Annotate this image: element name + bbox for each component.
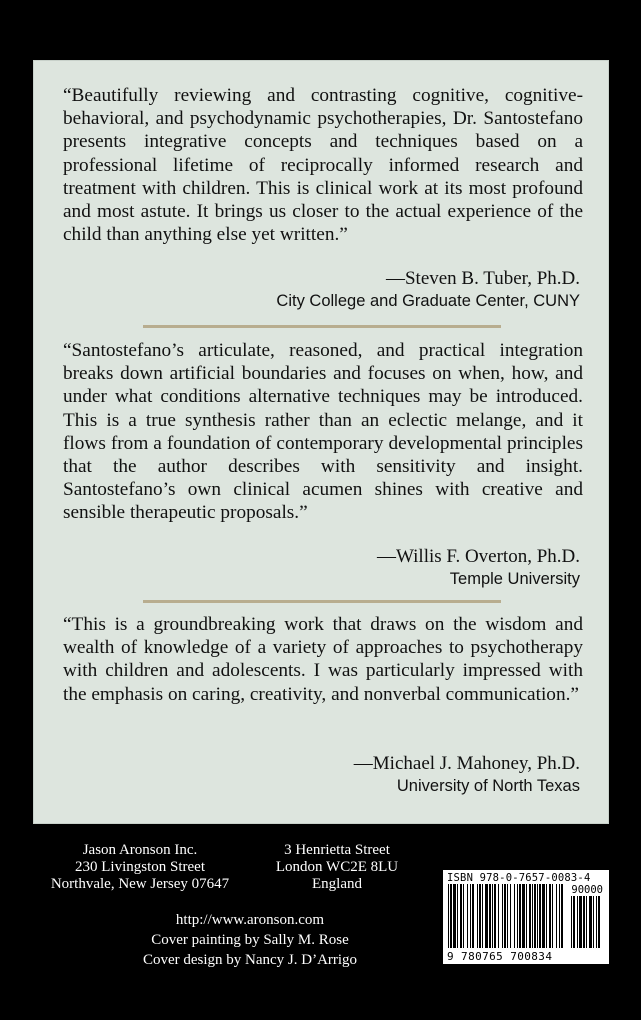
- endorsement-author-1: —Steven B. Tuber, Ph.D.: [385, 268, 580, 289]
- cover-design-credit: Cover design by Nancy J. D’Arrigo: [142, 952, 358, 968]
- endorsement-affiliation-1: City College and Graduate Center, CUNY: [276, 292, 580, 310]
- barcode-bar: [448, 884, 449, 948]
- barcode-bar: [502, 884, 503, 948]
- endorsement-quote-1: “Beautifully reviewing and contrasting cognitive, cognitive-behavioral, and psychodynamic psychotherapies, Dr. Santostefano presents integrative concepts and techniques based on a professional lifetime of reciprocally informed research and treatment with children. This is clinical work at its most profound and most astute. It brings us closer to the actual experience of the child than anything else yet written.”: [63, 85, 583, 246]
- barcode-bar: [542, 884, 545, 948]
- publisher-name: Jason Aronson Inc.: [82, 842, 198, 858]
- barcode-bar: [460, 884, 462, 948]
- barcode-bar: [556, 884, 557, 948]
- divider-2: [143, 600, 501, 603]
- barcode-bar: [539, 884, 541, 948]
- credits: [110, 910, 390, 970]
- ean-digits: 9 780765 700834: [447, 950, 553, 963]
- endorsement-affiliation-3: University of North Texas: [396, 777, 580, 795]
- price-code: 90000: [571, 884, 603, 896]
- barcode-bar: [522, 884, 525, 948]
- publisher-us-address: [40, 842, 240, 893]
- publisher-street: 230 Livingston Street: [75, 859, 205, 875]
- barcode-bar: [546, 884, 547, 948]
- barcode-bar: [472, 884, 474, 948]
- barcode-bar: [598, 896, 600, 948]
- endorsement-affiliation-2: Temple University: [449, 570, 580, 588]
- publisher-uk-city: London WC2E 8LU: [275, 859, 399, 875]
- endorsement-author-2: —Willis F. Overton, Ph.D.: [376, 546, 580, 567]
- endorsements-panel: [33, 60, 609, 824]
- isbn-label: ISBN 978-0-7657-0083-4: [447, 872, 591, 884]
- barcode-bar: [571, 896, 572, 948]
- barcode-bar: [453, 884, 456, 948]
- barcode-bar: [559, 884, 560, 948]
- barcode-bar: [510, 884, 511, 948]
- barcode-bar: [450, 884, 452, 948]
- barcode-bar: [507, 884, 508, 948]
- publisher-uk-country: England: [312, 876, 362, 892]
- barcode-bar: [534, 884, 536, 948]
- divider-1: [143, 325, 501, 328]
- barcode-bar: [532, 884, 533, 948]
- barcode-bar: [489, 884, 491, 948]
- barcode-bars: [447, 884, 605, 950]
- barcode-bar: [577, 896, 578, 948]
- cover-painting-credit: Cover painting by Sally M. Rose: [151, 932, 349, 948]
- barcode-bar: [504, 884, 506, 948]
- publisher-url: http://www.aronson.com: [175, 912, 325, 928]
- barcode-bar: [561, 884, 563, 948]
- barcode-bar: [467, 884, 468, 948]
- barcode-bar: [470, 884, 471, 948]
- barcode-bar: [494, 884, 496, 948]
- barcode-bar: [583, 896, 585, 948]
- endorsement-quote-3: “This is a groundbreaking work that draws on the wisdom and wealth of knowledge of a variety of approaches to psychotherapy with children and adolescents. I was particularly impressed with the emphasis on caring, creativity, and nonverbal communication.”: [63, 614, 583, 705]
- barcode-bar: [514, 884, 515, 948]
- barcode-bar: [519, 884, 521, 948]
- barcode-bar: [457, 884, 458, 948]
- barcode-bar: [537, 884, 538, 948]
- endorsement-author-3: —Michael J. Mahoney, Ph.D.: [353, 753, 580, 774]
- barcode-bar: [463, 884, 464, 948]
- endorsement-quote-2: “Santostefano’s articulate, reasoned, and practical integration breaks down artificial boundaries and focuses on when, how, and under what conditions alternative techniques may be introduced. This is a true synthesis rather than an eclectic melange, and it flows from a foundation of contemporary developmental principles that the author describes with sensitivity and insight. Santostefano’s own clinical acumen shines with creative and sensible therapeutic proposals.”: [63, 340, 583, 524]
- barcode-bar: [477, 884, 478, 948]
- publisher-uk-address: [262, 842, 412, 893]
- barcode-bar: [589, 896, 592, 948]
- barcode-bar: [593, 896, 594, 948]
- barcode-bar: [498, 884, 499, 948]
- isbn-barcode: [443, 870, 609, 964]
- barcode-bar: [517, 884, 518, 948]
- barcode-bar: [526, 884, 527, 948]
- barcode-bar: [479, 884, 481, 948]
- barcode-bar: [492, 884, 493, 948]
- barcode-bar: [549, 884, 551, 948]
- barcode-bar: [579, 896, 582, 948]
- barcode-bar: [596, 896, 597, 948]
- publisher-uk-street: 3 Henrietta Street: [284, 842, 390, 858]
- publisher-city: Northvale, New Jersey 07647: [50, 876, 230, 892]
- barcode-bar: [485, 884, 488, 948]
- barcode-bar: [586, 896, 587, 948]
- barcode-bar: [552, 884, 553, 948]
- barcode-bar: [529, 884, 531, 948]
- barcode-bar: [573, 896, 575, 948]
- barcode-bar: [482, 884, 483, 948]
